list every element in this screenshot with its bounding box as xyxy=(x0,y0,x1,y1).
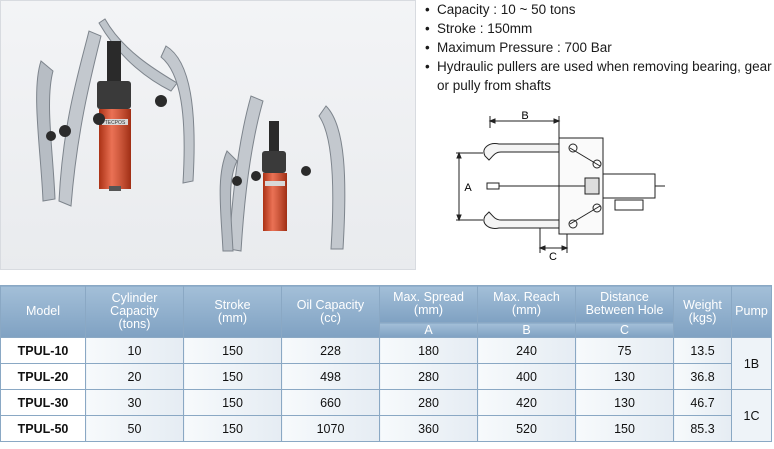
cell-oil: 660 xyxy=(282,390,380,416)
cell-reach: 400 xyxy=(478,364,576,390)
cell-stroke: 150 xyxy=(184,338,282,364)
header-oil: Oil Capacity (cc) xyxy=(282,286,380,338)
table-row xyxy=(1,338,772,364)
dimension-label-b: B xyxy=(521,110,529,122)
header-pump: Pump xyxy=(732,286,772,338)
large-puller xyxy=(37,19,195,206)
cell-stroke: 150 xyxy=(184,364,282,390)
header-cylinder: Cylinder Capacity (tons) xyxy=(86,286,184,338)
cell-oil: 498 xyxy=(282,364,380,390)
product-photo xyxy=(0,0,416,270)
photo-brand-large: TECPOS xyxy=(104,120,126,126)
cell-oil: 228 xyxy=(282,338,380,364)
cell-weight: 46.7 xyxy=(674,390,732,416)
spec-list xyxy=(424,0,774,95)
spec-table xyxy=(0,285,772,442)
cell-reach: 520 xyxy=(478,416,576,442)
spec-stroke: • Stroke : 150mm xyxy=(424,19,774,38)
header-distance-sub: C xyxy=(576,323,674,338)
spec-pressure: • Maximum Pressure : 700 Bar xyxy=(424,38,774,57)
cell-distance: 130 xyxy=(576,364,674,390)
cell-pump: 1C xyxy=(732,390,772,442)
header-stroke: Stroke (mm) xyxy=(184,286,282,338)
cell-distance: 130 xyxy=(576,390,674,416)
cell-cylinder: 10 xyxy=(86,338,184,364)
cell-model: TPUL-20 xyxy=(1,364,86,390)
cell-spread: 280 xyxy=(380,364,478,390)
cell-weight: 85.3 xyxy=(674,416,732,442)
cell-weight: 13.5 xyxy=(674,338,732,364)
cell-distance: 75 xyxy=(576,338,674,364)
header-reach: Max. Reach (mm) xyxy=(478,286,576,323)
cell-model: TPUL-50 xyxy=(1,416,86,442)
cell-cylinder: 50 xyxy=(86,416,184,442)
table-row xyxy=(1,390,772,416)
small-puller xyxy=(220,96,345,251)
spec-capacity: • Capacity : 10 ~ 50 tons xyxy=(424,0,774,19)
header-reach-sub: B xyxy=(478,323,576,338)
header-spread: Max. Spread (mm) xyxy=(380,286,478,323)
table-row xyxy=(1,416,772,442)
cell-pump: 1B xyxy=(732,338,772,390)
cell-spread: 280 xyxy=(380,390,478,416)
spec-usage: • Hydraulic pullers are used when removing bearing, gear or pully from shafts xyxy=(424,57,774,95)
cell-cylinder: 30 xyxy=(86,390,184,416)
puller-illustration xyxy=(1,1,417,271)
cell-spread: 360 xyxy=(380,416,478,442)
cell-stroke: 150 xyxy=(184,416,282,442)
header-model: Model xyxy=(1,286,86,338)
cell-reach: 240 xyxy=(478,338,576,364)
header-distance: Distance Between Hole xyxy=(576,286,674,323)
table-row xyxy=(1,364,772,390)
cell-spread: 180 xyxy=(380,338,478,364)
cell-model: TPUL-10 xyxy=(1,338,86,364)
header-weight: Weight (kgs) xyxy=(674,286,732,338)
cell-cylinder: 20 xyxy=(86,364,184,390)
cell-model: TPUL-30 xyxy=(1,390,86,416)
header-spread-sub: A xyxy=(380,323,478,338)
cell-weight: 36.8 xyxy=(674,364,732,390)
dimension-label-a: A xyxy=(464,182,472,194)
cell-oil: 1070 xyxy=(282,416,380,442)
cell-distance: 150 xyxy=(576,416,674,442)
cell-reach: 420 xyxy=(478,390,576,416)
dimension-label-c: C xyxy=(549,251,557,263)
cell-stroke: 150 xyxy=(184,390,282,416)
dimension-drawing xyxy=(455,108,668,263)
